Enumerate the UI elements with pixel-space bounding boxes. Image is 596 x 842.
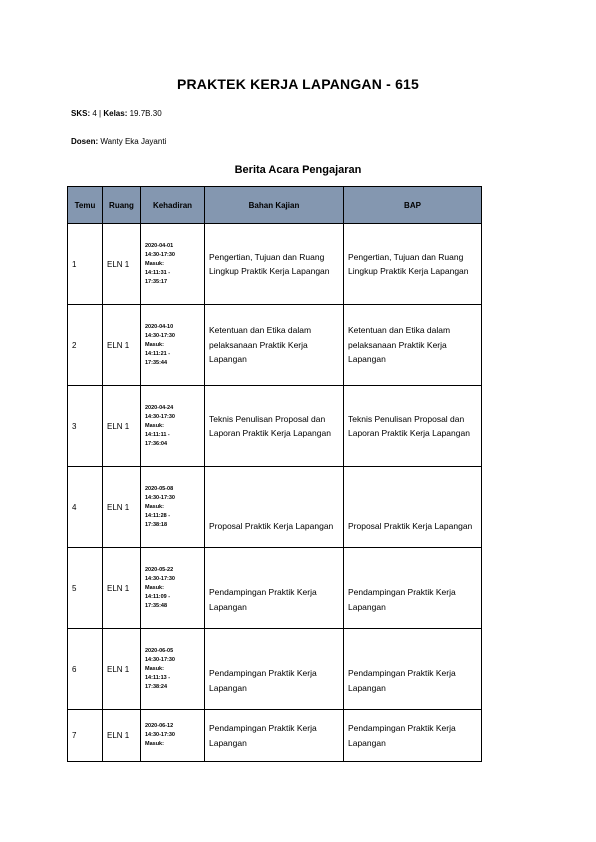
kehadiran-masuk-label: Masuk:: [145, 741, 164, 747]
bap-cell: Proposal Praktik Kerja Lapangan: [344, 467, 482, 548]
column-header-temu: Temu: [68, 187, 103, 224]
bap-cell: Pendampingan Praktik Kerja Lapangan: [344, 629, 482, 710]
bahan-kajian-cell: Ketentuan dan Etika dalam pelaksanaan Praktik Kerja Lapangan: [205, 305, 344, 386]
kehadiran-time-out: 17:35:17: [145, 278, 168, 285]
kehadiran-time-in: 14:11:11 -: [145, 431, 170, 438]
kehadiran-masuk-label: Masuk:: [145, 665, 164, 672]
temu-cell: 2: [68, 305, 103, 386]
temu-cell: 3: [68, 386, 103, 467]
kehadiran-schedule: 14:30-17:30: [145, 251, 175, 258]
kelas-label: Kelas:: [103, 109, 128, 118]
kehadiran-masuk-label: Masuk:: [145, 503, 164, 510]
kehadiran-cell: [141, 224, 205, 305]
bap-cell: Teknis Penulisan Proposal dan Laporan Praktik Kerja Lapangan: [344, 386, 482, 467]
table-row: [68, 224, 482, 305]
table-row: [68, 629, 482, 710]
kehadiran-date: 2020-06-12: [145, 723, 174, 729]
column-header-kehadiran: Kehadiran: [141, 187, 205, 224]
kehadiran-time-in: 14:11:21 -: [145, 350, 171, 357]
bahan-kajian-cell: Proposal Praktik Kerja Lapangan: [205, 467, 344, 548]
bap-cell: Pendampingan Praktik Kerja Lapangan: [344, 548, 482, 629]
ruang-cell: ELN 1: [103, 629, 141, 710]
column-header-bahan-kajian: Bahan Kajian: [205, 187, 344, 224]
kehadiran-time-in: 14:11:31 -: [145, 269, 171, 276]
kehadiran-schedule: 14:30-17:30: [145, 413, 175, 420]
kehadiran-date: 2020-04-24: [145, 404, 174, 411]
kehadiran-cell: [141, 629, 205, 710]
kehadiran-masuk-label: Masuk:: [145, 341, 164, 348]
bahan-kajian-cell: Pendampingan Praktik Kerja Lapangan: [205, 629, 344, 710]
bahan-kajian-cell: Pendampingan Praktik Kerja Lapangan: [205, 548, 344, 629]
kehadiran-date: 2020-04-10: [145, 323, 174, 330]
bap-cell: Pendampingan Praktik Kerja Lapangan: [344, 710, 482, 762]
sks-label: SKS:: [71, 109, 91, 118]
ruang-cell: ELN 1: [103, 386, 141, 467]
kehadiran-masuk-label: Masuk:: [145, 584, 164, 591]
ruang-cell: ELN 1: [103, 710, 141, 762]
kehadiran-time-out: 17:36:04: [145, 440, 168, 447]
kehadiran-cell: [141, 548, 205, 629]
kehadiran-date: 2020-05-08: [145, 485, 174, 492]
attendance-table: [67, 186, 482, 762]
kehadiran-date: 2020-04-01: [145, 242, 174, 249]
ruang-cell: ELN 1: [103, 548, 141, 629]
table-row: [68, 467, 482, 548]
bahan-kajian-cell: Teknis Penulisan Proposal dan Laporan Praktik Kerja Lapangan: [205, 386, 344, 467]
kehadiran-schedule: 14:30-17:30: [145, 732, 175, 738]
temu-cell: 4: [68, 467, 103, 548]
kehadiran-schedule: 14:30-17:30: [145, 494, 175, 501]
column-header-ruang: Ruang: [103, 187, 141, 224]
temu-cell: 7: [68, 710, 103, 762]
table-row: [68, 386, 482, 467]
bahan-kajian-cell: Pengertian, Tujuan dan Ruang Lingkup Praktik Kerja Lapangan: [205, 224, 344, 305]
dosen-label: Dosen:: [71, 137, 99, 146]
kehadiran-schedule: 14:30-17:30: [145, 656, 175, 663]
kehadiran-time-out: 17:38:18: [145, 521, 168, 528]
kehadiran-cell: [141, 467, 205, 548]
temu-cell: 6: [68, 629, 103, 710]
dosen-value: Wanty Eka Jayanti: [100, 137, 167, 146]
table-row: [68, 710, 482, 762]
temu-cell: 1: [68, 224, 103, 305]
kehadiran-masuk-label: Masuk:: [145, 422, 164, 429]
section-subtitle: Berita Acara Pengajaran: [234, 164, 362, 176]
column-header-bap: BAP: [344, 187, 482, 224]
temu-cell: 5: [68, 548, 103, 629]
kehadiran-date: 2020-06-05: [145, 647, 174, 654]
kehadiran-cell: [141, 386, 205, 467]
kehadiran-schedule: 14:30-17:30: [145, 332, 175, 339]
separator: |: [99, 109, 102, 118]
table-header-row: [68, 187, 482, 224]
kehadiran-time-in: 14:11:13 -: [145, 674, 171, 681]
bahan-kajian-cell: Pendampingan Praktik Kerja Lapangan: [205, 710, 344, 762]
bap-cell: Pengertian, Tujuan dan Ruang Lingkup Praktik Kerja Lapangan: [344, 224, 482, 305]
kehadiran-time-in: 14:11:28 -: [145, 512, 171, 519]
kehadiran-time-out: 17:35:48: [145, 602, 168, 609]
ruang-cell: ELN 1: [103, 305, 141, 386]
dosen-line: [71, 137, 166, 146]
ruang-cell: ELN 1: [103, 224, 141, 305]
kehadiran-cell: [141, 305, 205, 386]
bap-cell: Ketentuan dan Etika dalam pelaksanaan Praktik Kerja Lapangan: [344, 305, 482, 386]
kehadiran-masuk-label: Masuk:: [145, 260, 164, 267]
sks-value: 4: [92, 109, 97, 118]
kehadiran-cell: [141, 710, 205, 762]
kehadiran-time-out: 17:35:44: [145, 359, 168, 366]
kehadiran-date: 2020-05-22: [145, 566, 174, 573]
kehadiran-schedule: 14:30-17:30: [145, 575, 175, 582]
page-title: PRAKTEK KERJA LAPANGAN - 615: [176, 76, 420, 92]
ruang-cell: ELN 1: [103, 467, 141, 548]
table-row: [68, 548, 482, 629]
kelas-value: 19.7B.30: [129, 109, 162, 118]
kehadiran-time-out: 17:38:24: [145, 683, 168, 690]
table-row: [68, 305, 482, 386]
sks-kelas-line: [71, 109, 162, 118]
kehadiran-time-in: 14:11:09 -: [145, 593, 171, 600]
